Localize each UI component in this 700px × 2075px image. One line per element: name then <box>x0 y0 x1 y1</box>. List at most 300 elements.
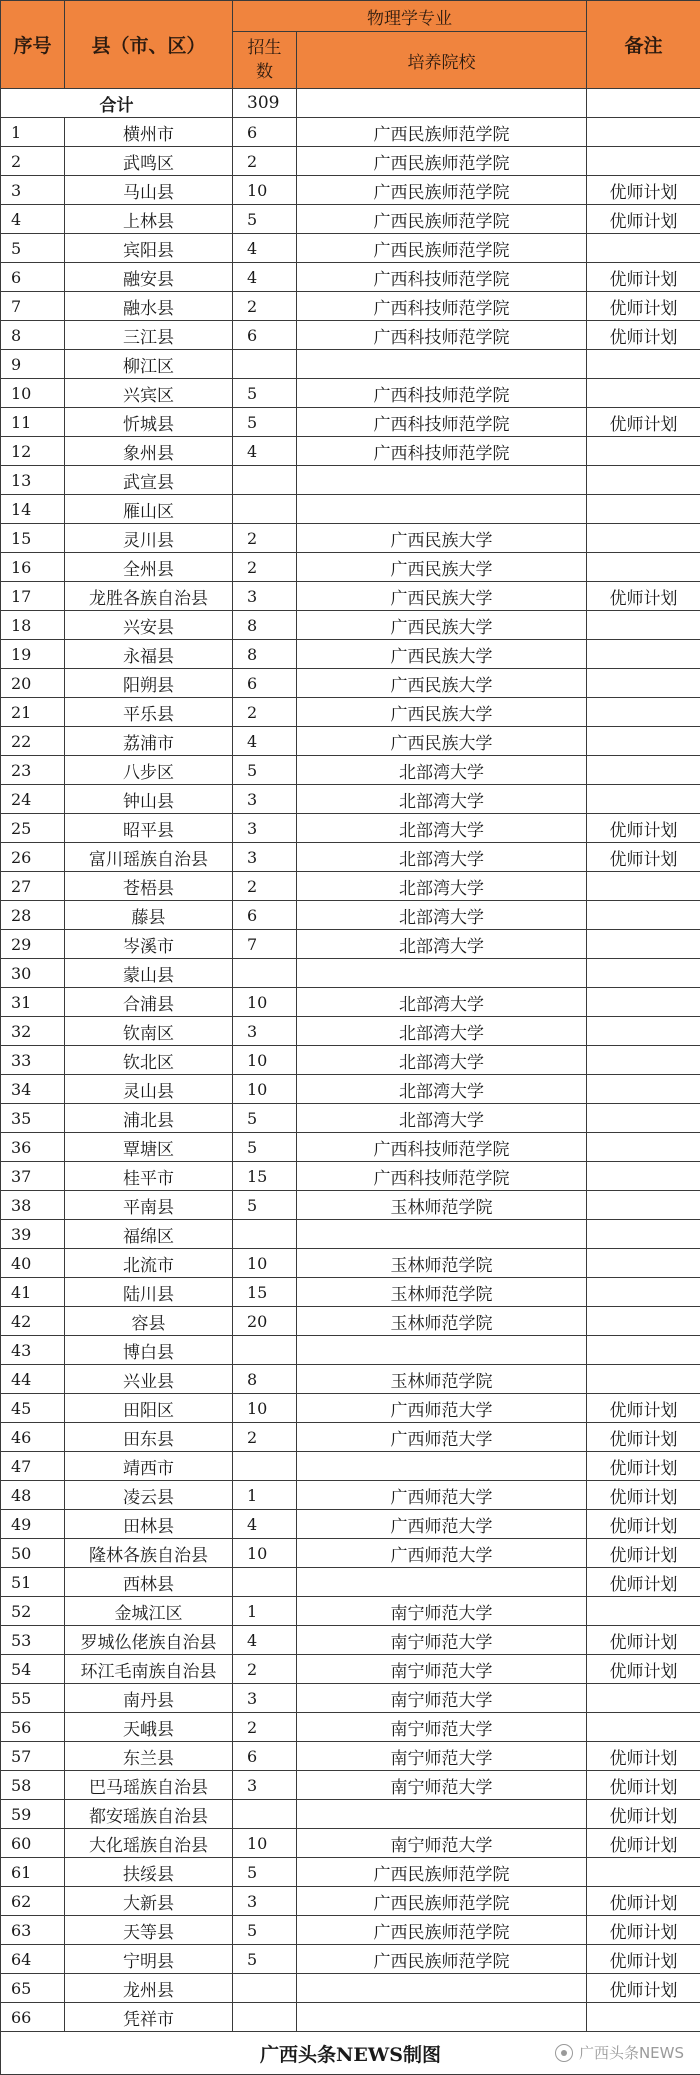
table-row <box>1 1887 700 1916</box>
total-count: 309 <box>233 89 297 118</box>
row-count: 2 <box>233 524 297 553</box>
row-school: 广西民族师范学院 <box>297 1945 587 1974</box>
table-row <box>1 1800 700 1829</box>
row-county: 北流市 <box>65 1249 233 1278</box>
table-row <box>1 1742 700 1771</box>
row-county: 田阳区 <box>65 1394 233 1423</box>
row-note <box>587 1713 700 1742</box>
row-county: 博白县 <box>65 1336 233 1365</box>
row-seq: 11 <box>1 408 65 437</box>
row-seq: 23 <box>1 756 65 785</box>
row-county: 兴宾区 <box>65 379 233 408</box>
row-note <box>587 640 700 669</box>
row-county: 宁明县 <box>65 1945 233 1974</box>
row-school: 广西科技师范学院 <box>297 1133 587 1162</box>
row-county: 东兰县 <box>65 1742 233 1771</box>
row-seq: 14 <box>1 495 65 524</box>
row-county: 平乐县 <box>65 698 233 727</box>
row-count <box>233 350 297 379</box>
row-note <box>587 988 700 1017</box>
table-row <box>1 785 700 814</box>
row-county: 马山县 <box>65 176 233 205</box>
row-school: 玉林师范学院 <box>297 1307 587 1336</box>
row-note <box>587 553 700 582</box>
row-school: 广西民族师范学院 <box>297 118 587 147</box>
row-note <box>587 495 700 524</box>
table-row <box>1 292 700 321</box>
footer-row <box>1 2032 700 2075</box>
row-school: 玉林师范学院 <box>297 1191 587 1220</box>
row-count: 10 <box>233 1539 297 1568</box>
table-row <box>1 1365 700 1394</box>
table-row <box>1 1481 700 1510</box>
row-seq: 36 <box>1 1133 65 1162</box>
row-count: 4 <box>233 1510 297 1539</box>
row-county: 蒙山县 <box>65 959 233 988</box>
header-count <box>233 32 297 89</box>
row-county: 阳朔县 <box>65 669 233 698</box>
row-school: 广西师范大学 <box>297 1394 587 1423</box>
row-count: 3 <box>233 1771 297 1800</box>
row-count: 5 <box>233 379 297 408</box>
row-seq: 30 <box>1 959 65 988</box>
row-county: 大化瑶族自治县 <box>65 1829 233 1858</box>
row-county: 融水县 <box>65 292 233 321</box>
footer-credit: 广西头条NEWS制图 <box>260 2043 441 2066</box>
row-seq: 29 <box>1 930 65 959</box>
row-note <box>587 611 700 640</box>
table-row <box>1 1394 700 1423</box>
row-count: 5 <box>233 1945 297 1974</box>
table-row <box>1 176 700 205</box>
row-county: 钟山县 <box>65 785 233 814</box>
row-note <box>587 1365 700 1394</box>
row-note: 优师计划 <box>587 1539 700 1568</box>
row-seq: 25 <box>1 814 65 843</box>
table-row <box>1 1046 700 1075</box>
row-seq: 47 <box>1 1452 65 1481</box>
table-row <box>1 321 700 350</box>
table-row <box>1 1539 700 1568</box>
row-school: 南宁师范大学 <box>297 1742 587 1771</box>
row-county: 横州市 <box>65 118 233 147</box>
table-row <box>1 1133 700 1162</box>
row-school: 广西民族大学 <box>297 582 587 611</box>
row-note <box>587 1278 700 1307</box>
row-count: 8 <box>233 1365 297 1394</box>
table-row <box>1 959 700 988</box>
row-count: 5 <box>233 408 297 437</box>
row-note: 优师计划 <box>587 321 700 350</box>
row-county: 天峨县 <box>65 1713 233 1742</box>
row-seq: 57 <box>1 1742 65 1771</box>
table-row <box>1 1278 700 1307</box>
row-note: 优师计划 <box>587 1800 700 1829</box>
row-count: 20 <box>233 1307 297 1336</box>
table-row <box>1 1974 700 2003</box>
table-row <box>1 1510 700 1539</box>
row-note <box>587 1075 700 1104</box>
row-school: 玉林师范学院 <box>297 1249 587 1278</box>
row-count: 6 <box>233 901 297 930</box>
row-school: 广西师范大学 <box>297 1539 587 1568</box>
row-school <box>297 1336 587 1365</box>
table-row <box>1 1858 700 1887</box>
table-row <box>1 1423 700 1452</box>
row-seq: 5 <box>1 234 65 263</box>
row-note: 优师计划 <box>587 205 700 234</box>
row-seq: 40 <box>1 1249 65 1278</box>
table-row <box>1 1104 700 1133</box>
row-school: 广西民族大学 <box>297 698 587 727</box>
row-county: 巴马瑶族自治县 <box>65 1771 233 1800</box>
row-school: 广西师范大学 <box>297 1481 587 1510</box>
row-count: 2 <box>233 292 297 321</box>
row-note <box>587 669 700 698</box>
row-school: 广西民族师范学院 <box>297 1916 587 1945</box>
row-note: 优师计划 <box>587 1945 700 1974</box>
row-school: 北部湾大学 <box>297 1104 587 1133</box>
row-count: 2 <box>233 1655 297 1684</box>
row-note: 优师计划 <box>587 1394 700 1423</box>
row-note <box>587 698 700 727</box>
row-county: 象州县 <box>65 437 233 466</box>
row-seq: 48 <box>1 1481 65 1510</box>
row-county: 隆林各族自治县 <box>65 1539 233 1568</box>
row-count: 10 <box>233 1075 297 1104</box>
row-school: 广西民族师范学院 <box>297 205 587 234</box>
row-school: 广西师范大学 <box>297 1423 587 1452</box>
row-note <box>587 1162 700 1191</box>
row-note: 优师计划 <box>587 1916 700 1945</box>
row-county: 钦南区 <box>65 1017 233 1046</box>
row-school <box>297 495 587 524</box>
row-seq: 61 <box>1 1858 65 1887</box>
row-count: 3 <box>233 582 297 611</box>
row-county: 西林县 <box>65 1568 233 1597</box>
row-note <box>587 901 700 930</box>
header-major: 物理学专业 <box>233 1 587 32</box>
row-county: 桂平市 <box>65 1162 233 1191</box>
row-school: 北部湾大学 <box>297 901 587 930</box>
row-county: 覃塘区 <box>65 1133 233 1162</box>
row-seq: 55 <box>1 1684 65 1713</box>
row-note <box>587 466 700 495</box>
table-row <box>1 669 700 698</box>
row-seq: 33 <box>1 1046 65 1075</box>
table-row <box>1 1307 700 1336</box>
row-note <box>587 930 700 959</box>
row-seq: 35 <box>1 1104 65 1133</box>
row-school: 南宁师范大学 <box>297 1771 587 1800</box>
table-row <box>1 205 700 234</box>
row-seq: 32 <box>1 1017 65 1046</box>
table-row <box>1 408 700 437</box>
row-note <box>587 1046 700 1075</box>
total-label: 合计 <box>1 89 233 118</box>
row-seq: 38 <box>1 1191 65 1220</box>
row-seq: 66 <box>1 2003 65 2032</box>
row-seq: 4 <box>1 205 65 234</box>
row-count: 2 <box>233 698 297 727</box>
table-row <box>1 727 700 756</box>
row-school: 南宁师范大学 <box>297 1655 587 1684</box>
row-seq: 24 <box>1 785 65 814</box>
row-seq: 43 <box>1 1336 65 1365</box>
row-school <box>297 1452 587 1481</box>
row-note <box>587 524 700 553</box>
row-school: 广西民族师范学院 <box>297 147 587 176</box>
row-note <box>587 785 700 814</box>
row-school: 广西民族大学 <box>297 640 587 669</box>
row-seq: 41 <box>1 1278 65 1307</box>
total-note <box>587 89 700 118</box>
row-seq: 8 <box>1 321 65 350</box>
table-row <box>1 350 700 379</box>
total-school <box>297 89 587 118</box>
row-school: 北部湾大学 <box>297 785 587 814</box>
header-count-label: 招生数 <box>247 38 282 82</box>
row-seq: 54 <box>1 1655 65 1684</box>
row-count: 15 <box>233 1162 297 1191</box>
table-row <box>1 1452 700 1481</box>
footer-cell <box>1 2032 700 2075</box>
row-seq: 18 <box>1 611 65 640</box>
row-county: 环江毛南族自治县 <box>65 1655 233 1684</box>
table-row <box>1 1017 700 1046</box>
row-school: 广西民族大学 <box>297 611 587 640</box>
row-school: 北部湾大学 <box>297 1075 587 1104</box>
total-row <box>1 89 700 118</box>
row-seq: 37 <box>1 1162 65 1191</box>
row-county: 富川瑶族自治县 <box>65 843 233 872</box>
row-note: 优师计划 <box>587 1452 700 1481</box>
table-row <box>1 988 700 1017</box>
row-county: 苍梧县 <box>65 872 233 901</box>
row-note <box>587 1307 700 1336</box>
row-note <box>587 727 700 756</box>
row-count: 2 <box>233 1423 297 1452</box>
row-seq: 58 <box>1 1771 65 1800</box>
row-count: 10 <box>233 1249 297 1278</box>
row-county: 龙胜各族自治县 <box>65 582 233 611</box>
row-note: 优师计划 <box>587 582 700 611</box>
row-seq: 52 <box>1 1597 65 1626</box>
row-county: 合浦县 <box>65 988 233 1017</box>
row-note <box>587 379 700 408</box>
row-school: 广西科技师范学院 <box>297 321 587 350</box>
row-county: 田林县 <box>65 1510 233 1539</box>
row-count: 5 <box>233 1858 297 1887</box>
row-school: 南宁师范大学 <box>297 1597 587 1626</box>
row-seq: 62 <box>1 1887 65 1916</box>
row-note: 优师计划 <box>587 843 700 872</box>
row-count: 1 <box>233 1481 297 1510</box>
table-row <box>1 1191 700 1220</box>
row-note <box>587 1249 700 1278</box>
row-note: 优师计划 <box>587 1423 700 1452</box>
table-row <box>1 495 700 524</box>
row-count: 10 <box>233 1829 297 1858</box>
row-seq: 31 <box>1 988 65 1017</box>
row-seq: 13 <box>1 466 65 495</box>
row-county: 扶绥县 <box>65 1858 233 1887</box>
table-row <box>1 1771 700 1800</box>
row-school: 北部湾大学 <box>297 814 587 843</box>
row-note: 优师计划 <box>587 1771 700 1800</box>
row-note: 优师计划 <box>587 1974 700 2003</box>
row-count: 4 <box>233 437 297 466</box>
table-header <box>1 1 700 89</box>
row-school <box>297 1800 587 1829</box>
row-county: 藤县 <box>65 901 233 930</box>
row-note <box>587 118 700 147</box>
row-school: 北部湾大学 <box>297 756 587 785</box>
row-note: 优师计划 <box>587 1510 700 1539</box>
row-note <box>587 2003 700 2032</box>
row-count <box>233 495 297 524</box>
row-county: 金城江区 <box>65 1597 233 1626</box>
row-seq: 50 <box>1 1539 65 1568</box>
row-note: 优师计划 <box>587 1655 700 1684</box>
row-school <box>297 1974 587 2003</box>
row-count: 5 <box>233 756 297 785</box>
row-seq: 63 <box>1 1916 65 1945</box>
row-school: 北部湾大学 <box>297 843 587 872</box>
row-county: 三江县 <box>65 321 233 350</box>
watermark <box>555 2042 684 2063</box>
row-county: 岑溪市 <box>65 930 233 959</box>
row-seq: 1 <box>1 118 65 147</box>
row-note <box>587 1220 700 1249</box>
row-county: 龙州县 <box>65 1974 233 2003</box>
row-note <box>587 756 700 785</box>
row-county: 罗城仫佬族自治县 <box>65 1626 233 1655</box>
header-seq: 序号 <box>1 1 65 89</box>
row-school <box>297 2003 587 2032</box>
row-seq: 28 <box>1 901 65 930</box>
row-county: 兴安县 <box>65 611 233 640</box>
row-school: 广西民族师范学院 <box>297 1858 587 1887</box>
table-row <box>1 1916 700 1945</box>
row-county: 凭祥市 <box>65 2003 233 2032</box>
table-row <box>1 379 700 408</box>
row-school: 北部湾大学 <box>297 930 587 959</box>
table-row <box>1 466 700 495</box>
table-row <box>1 1626 700 1655</box>
row-seq: 22 <box>1 727 65 756</box>
row-note: 优师计划 <box>587 408 700 437</box>
row-count: 3 <box>233 1887 297 1916</box>
row-county: 雁山区 <box>65 495 233 524</box>
row-note: 优师计划 <box>587 1568 700 1597</box>
row-county: 凌云县 <box>65 1481 233 1510</box>
row-note: 优师计划 <box>587 1481 700 1510</box>
row-count: 5 <box>233 1133 297 1162</box>
row-county: 都安瑶族自治县 <box>65 1800 233 1829</box>
row-note <box>587 1104 700 1133</box>
row-count: 4 <box>233 234 297 263</box>
row-count: 5 <box>233 1191 297 1220</box>
row-note <box>587 1336 700 1365</box>
row-county: 陆川县 <box>65 1278 233 1307</box>
row-school: 广西师范大学 <box>297 1510 587 1539</box>
row-count <box>233 2003 297 2032</box>
row-count <box>233 1220 297 1249</box>
table-row <box>1 1075 700 1104</box>
row-count: 3 <box>233 1017 297 1046</box>
row-note <box>587 437 700 466</box>
row-seq: 46 <box>1 1423 65 1452</box>
table-row <box>1 524 700 553</box>
row-seq: 10 <box>1 379 65 408</box>
table-row <box>1 1945 700 1974</box>
row-seq: 6 <box>1 263 65 292</box>
row-county: 融安县 <box>65 263 233 292</box>
row-county: 天等县 <box>65 1916 233 1945</box>
row-seq: 20 <box>1 669 65 698</box>
row-seq: 3 <box>1 176 65 205</box>
row-county: 永福县 <box>65 640 233 669</box>
row-school: 广西民族大学 <box>297 553 587 582</box>
table-row <box>1 1713 700 1742</box>
row-school: 广西科技师范学院 <box>297 379 587 408</box>
table-row <box>1 1655 700 1684</box>
row-note <box>587 872 700 901</box>
row-school <box>297 1220 587 1249</box>
row-seq: 45 <box>1 1394 65 1423</box>
row-seq: 21 <box>1 698 65 727</box>
row-seq: 15 <box>1 524 65 553</box>
row-seq: 53 <box>1 1626 65 1655</box>
row-count: 1 <box>233 1597 297 1626</box>
row-school: 广西科技师范学院 <box>297 263 587 292</box>
row-school: 广西科技师范学院 <box>297 1162 587 1191</box>
row-school: 南宁师范大学 <box>297 1626 587 1655</box>
row-note: 优师计划 <box>587 814 700 843</box>
header-school: 培养院校 <box>297 32 587 89</box>
row-count: 5 <box>233 1916 297 1945</box>
row-count <box>233 466 297 495</box>
row-note <box>587 350 700 379</box>
row-school: 广西民族师范学院 <box>297 176 587 205</box>
row-county: 平南县 <box>65 1191 233 1220</box>
row-count: 6 <box>233 1742 297 1771</box>
table-row <box>1 234 700 263</box>
row-county: 南丹县 <box>65 1684 233 1713</box>
row-seq: 39 <box>1 1220 65 1249</box>
row-county: 福绵区 <box>65 1220 233 1249</box>
table-row <box>1 872 700 901</box>
row-seq: 64 <box>1 1945 65 1974</box>
table-body <box>1 89 700 2032</box>
row-school: 南宁师范大学 <box>297 1684 587 1713</box>
row-count: 6 <box>233 118 297 147</box>
row-note: 优师计划 <box>587 263 700 292</box>
table-row <box>1 1684 700 1713</box>
table-row <box>1 901 700 930</box>
table-row <box>1 843 700 872</box>
row-seq: 51 <box>1 1568 65 1597</box>
row-county: 忻城县 <box>65 408 233 437</box>
row-note: 优师计划 <box>587 176 700 205</box>
row-county: 武宣县 <box>65 466 233 495</box>
row-count: 10 <box>233 1394 297 1423</box>
row-count: 8 <box>233 640 297 669</box>
row-count: 5 <box>233 205 297 234</box>
table-row <box>1 698 700 727</box>
row-note: 优师计划 <box>587 1742 700 1771</box>
